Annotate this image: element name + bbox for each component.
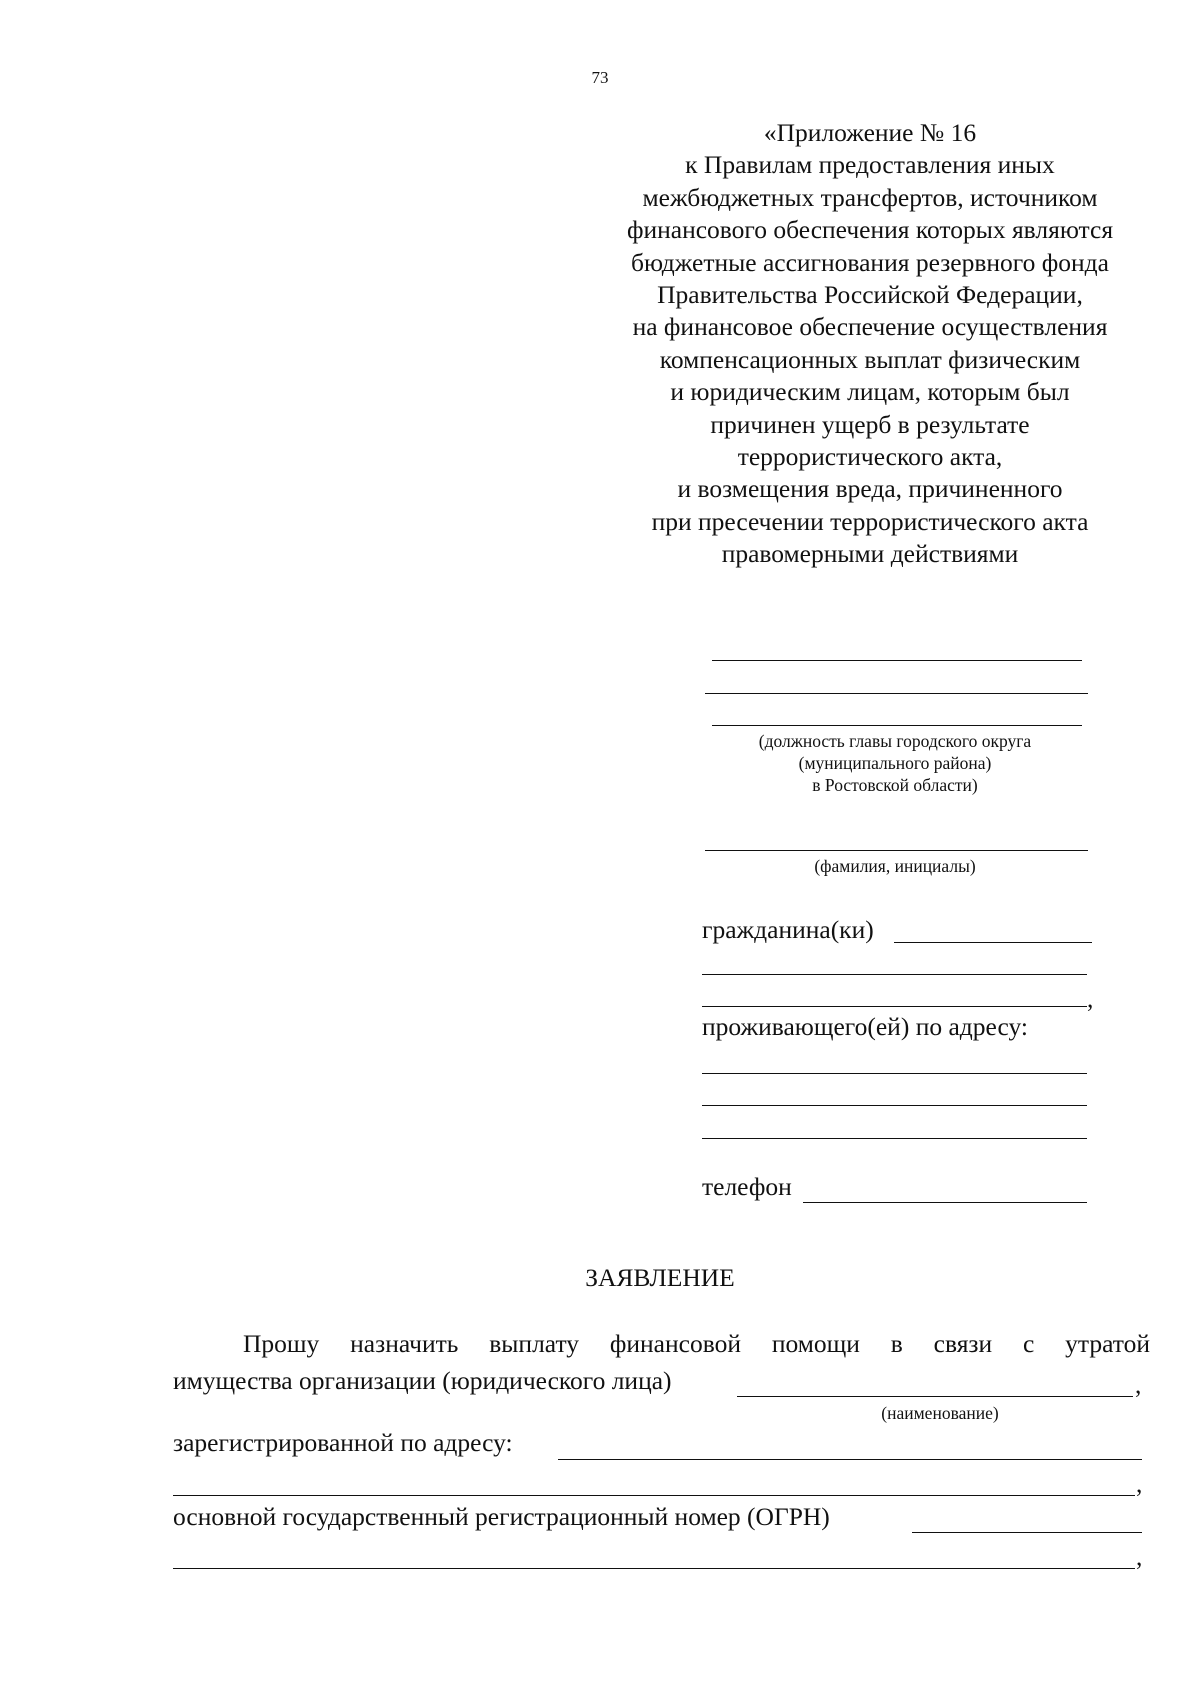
statement-line-1: Прошу назначить выплату финансовой помощи в связи с утратой xyxy=(243,1329,1150,1358)
appendix-line: и возмещения вреда, причиненного xyxy=(677,474,1063,504)
position-caption-line: в Ростовской области) xyxy=(812,775,978,795)
position-blank-line-2[interactable] xyxy=(705,693,1088,694)
address-line-1[interactable] xyxy=(702,1073,1087,1074)
citizen-comma: , xyxy=(1087,984,1094,1013)
ogrn-label: основной государственный регистрационный номер (ОГРН) xyxy=(173,1502,830,1531)
appendix-line: террористического акта, xyxy=(737,442,1003,472)
organization-name-line[interactable] xyxy=(737,1396,1133,1397)
appendix-line: финансового обеспечения которых являются xyxy=(626,215,1114,245)
registered-address-line-2[interactable] xyxy=(173,1495,1135,1496)
appendix-line: Правительства Российской Федерации, xyxy=(657,280,1083,310)
name-blank-line[interactable] xyxy=(705,850,1088,851)
registered-address-line-1[interactable] xyxy=(558,1459,1142,1460)
appendix-line: бюджетные ассигнования резервного фонда xyxy=(631,247,1109,277)
registered-address-comma: , xyxy=(1136,1469,1143,1498)
citizen-label: гражданина(ки) xyxy=(702,915,874,944)
appendix-line: межбюджетных трансфертов, источником xyxy=(642,182,1098,212)
appendix-line: причинен ущерб в результате xyxy=(710,409,1030,439)
address-line-2[interactable] xyxy=(702,1105,1087,1106)
position-caption-line: (муниципального района) xyxy=(798,753,992,773)
organization-comma: , xyxy=(1135,1370,1142,1399)
appendix-line: при пресечении террористического акта xyxy=(651,506,1089,536)
address-line-3[interactable] xyxy=(702,1138,1087,1139)
appendix-line: правомерными действиями xyxy=(721,539,1019,569)
appendix-line: «Приложение № 16 xyxy=(763,118,977,147)
page-number: 73 xyxy=(591,68,609,87)
ogrn-line-2[interactable] xyxy=(173,1568,1135,1569)
phone-line[interactable] xyxy=(803,1202,1087,1203)
position-caption-line: (должность главы городского округа xyxy=(758,731,1032,751)
name-caption: (фамилия, инициалы) xyxy=(814,856,976,876)
citizen-name-line-3[interactable] xyxy=(702,1006,1087,1007)
citizen-name-line[interactable] xyxy=(894,942,1092,943)
appendix-header xyxy=(590,117,1150,571)
appendix-line: на финансовое обеспечение осуществления xyxy=(632,312,1108,342)
address-label: проживающего(ей) по адресу: xyxy=(702,1012,1028,1041)
position-blank-line-1[interactable] xyxy=(712,660,1082,661)
citizen-name-line-2[interactable] xyxy=(702,974,1087,975)
statement-title: ЗАЯВЛЕНИЕ xyxy=(585,1263,735,1292)
appendix-line: к Правилам предоставления иных xyxy=(685,150,1055,180)
registered-address-label: зарегистрированной по адресу: xyxy=(173,1428,513,1457)
ogrn-line[interactable] xyxy=(912,1532,1142,1533)
phone-label: телефон xyxy=(702,1172,792,1201)
position-blank-line-3[interactable] xyxy=(712,725,1082,726)
position-caption xyxy=(700,730,1090,796)
organization-name-caption: (наименование) xyxy=(881,1403,999,1423)
ogrn-comma: , xyxy=(1136,1542,1143,1571)
appendix-line: компенсационных выплат физическим xyxy=(659,344,1081,374)
property-label: имущества организации (юридического лица) xyxy=(173,1366,672,1395)
appendix-line: и юридическим лицам, которым был xyxy=(670,377,1070,407)
